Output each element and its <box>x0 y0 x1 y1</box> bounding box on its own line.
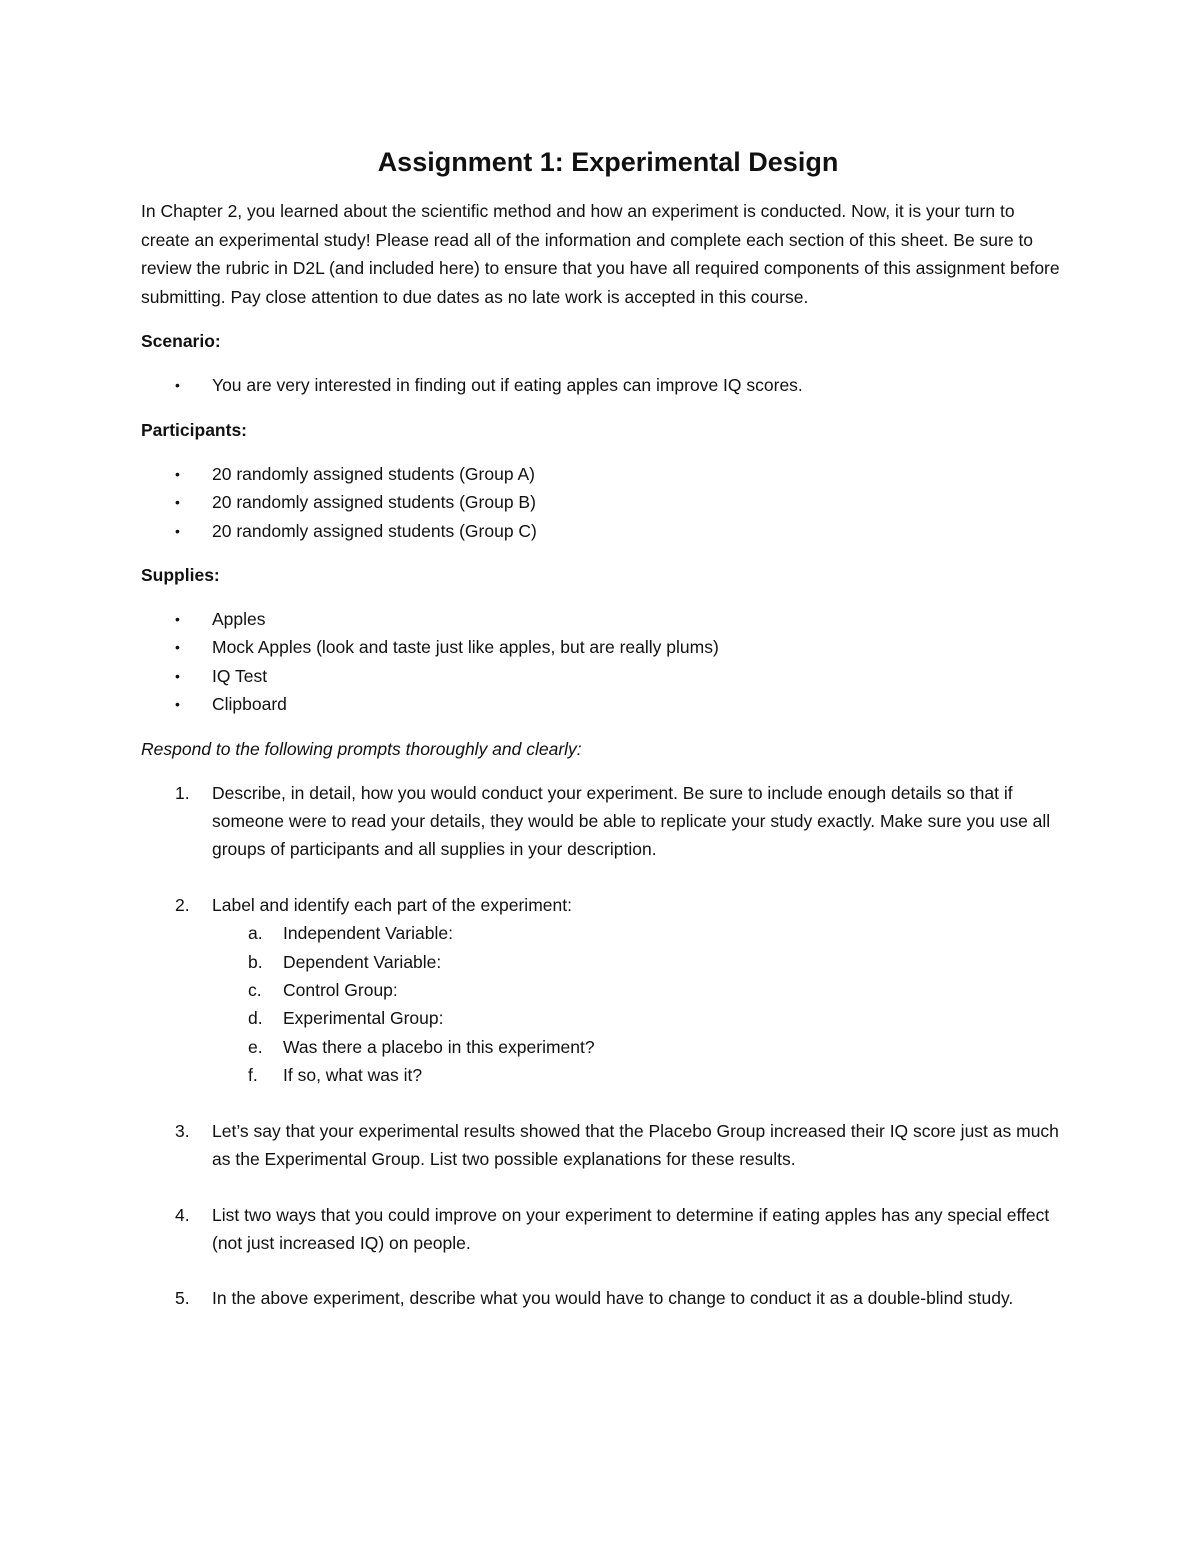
list-item <box>141 690 1061 718</box>
prompt-number: 3. <box>175 1120 190 1141</box>
list-item-text: Mock Apples (look and taste just like apples, but are really plums) <box>212 637 719 658</box>
prompt-item <box>141 1201 1061 1258</box>
prompt-number: 2. <box>175 894 190 915</box>
bullet-icon: • <box>175 611 180 627</box>
prompts-list <box>141 779 1061 1313</box>
sub-prompt-letter: d. <box>248 1008 263 1029</box>
sub-prompt-letter: f. <box>248 1065 258 1086</box>
sub-prompt-item <box>212 1033 1061 1061</box>
participants-heading: Participants: <box>141 419 247 440</box>
supplies-heading: Supplies: <box>141 565 220 585</box>
document-content <box>141 142 1061 1340</box>
bullet-icon: • <box>175 639 180 656</box>
list-item <box>141 517 1061 545</box>
list-item <box>141 605 1061 633</box>
sub-prompt-text: Independent Variable: <box>283 923 453 944</box>
list-item-text: Apples <box>212 609 266 629</box>
list-item <box>141 488 1061 516</box>
list-item-text: You are very interested in finding out if eating apples can improve IQ scores. <box>212 375 803 396</box>
list-item <box>141 371 1061 399</box>
supplies-list <box>141 605 1061 719</box>
intro-paragraph: In Chapter 2, you learned about the scientific method and how an experiment is conducted. Now, it is your turn to create an experimental study! Please read all of the information and complete each section of this sheet. Be sure to review the rubric in D2L (and included here) to ensure that you have all required components of this assignment before submitting. Pay close attention to due dates as no late work is accepted in this course. <box>141 201 1060 307</box>
bullet-icon: • <box>175 494 180 511</box>
prompt-text: In the above experiment, describe what you would have to change to conduct it as a double-blind study. <box>212 1288 1014 1309</box>
list-item <box>141 662 1061 690</box>
sub-prompt-text: Dependent Variable: <box>283 951 442 972</box>
prompt-number: 1. <box>175 782 190 803</box>
list-item-text: 20 randomly assigned students (Group A) <box>212 463 535 484</box>
bullet-icon: • <box>175 667 180 684</box>
prompt-item <box>141 1284 1061 1312</box>
sub-prompt-text: If so, what was it? <box>283 1065 423 1086</box>
sub-prompt-text: Was there a placebo in this experiment? <box>283 1036 595 1057</box>
sub-prompt-item <box>212 1004 1061 1032</box>
prompt-text: Label and identify each part of the experiment: <box>212 894 572 915</box>
bullet-icon: • <box>175 696 180 713</box>
sub-prompt-letter: c. <box>248 980 262 1001</box>
sub-prompts-list <box>212 919 1061 1089</box>
prompt-item <box>141 779 1061 864</box>
prompt-number: 5. <box>175 1288 190 1309</box>
prompt-item <box>141 1117 1061 1174</box>
sub-prompt-text: Experimental Group: <box>283 1008 444 1029</box>
page-title: Assignment 1: Experimental Design <box>377 147 839 177</box>
participants-list <box>141 460 1061 545</box>
scenario-list <box>141 371 1061 399</box>
list-item-text: 20 randomly assigned students (Group B) <box>212 492 536 513</box>
bullet-icon: • <box>175 465 180 482</box>
sub-prompt-item <box>212 976 1061 1004</box>
sub-prompt-item <box>212 919 1061 947</box>
bullet-icon: • <box>175 377 180 394</box>
prompt-text: Let’s say that your experimental results showed that the Placebo Group increased their IQ score just as much as the Experimental Group. List two possible explanations for these results. <box>212 1120 1059 1170</box>
instruction-text: Respond to the following prompts thoroughly and clearly: <box>141 738 582 759</box>
sub-prompt-letter: e. <box>248 1036 263 1057</box>
list-item-text: IQ Test <box>212 665 268 686</box>
list-item-text: Clipboard <box>212 694 287 715</box>
prompt-text: List two ways that you could improve on your experiment to determine if eating apples has any special effect (not just increased IQ) on people. <box>212 1204 1050 1253</box>
sub-prompt-letter: b. <box>248 951 263 972</box>
sub-prompt-letter: a. <box>248 923 263 944</box>
prompt-number: 4. <box>175 1204 190 1225</box>
sub-prompt-item <box>212 1061 1061 1089</box>
list-item <box>141 633 1061 661</box>
prompt-item <box>141 891 1061 1090</box>
bullet-icon: • <box>175 522 180 539</box>
prompt-text: Describe, in detail, how you would conduct your experiment. Be sure to include enough details so that if someone were to read your details, they would be able to replicate your study exactly. Make sure you use all groups of participants and all supplies in your description. <box>212 782 1051 860</box>
list-item <box>141 460 1061 488</box>
list-item-text: 20 randomly assigned students (Group C) <box>212 520 537 541</box>
scenario-heading: Scenario: <box>141 331 221 352</box>
sub-prompt-text: Control Group: <box>283 980 398 1001</box>
sub-prompt-item <box>212 948 1061 976</box>
